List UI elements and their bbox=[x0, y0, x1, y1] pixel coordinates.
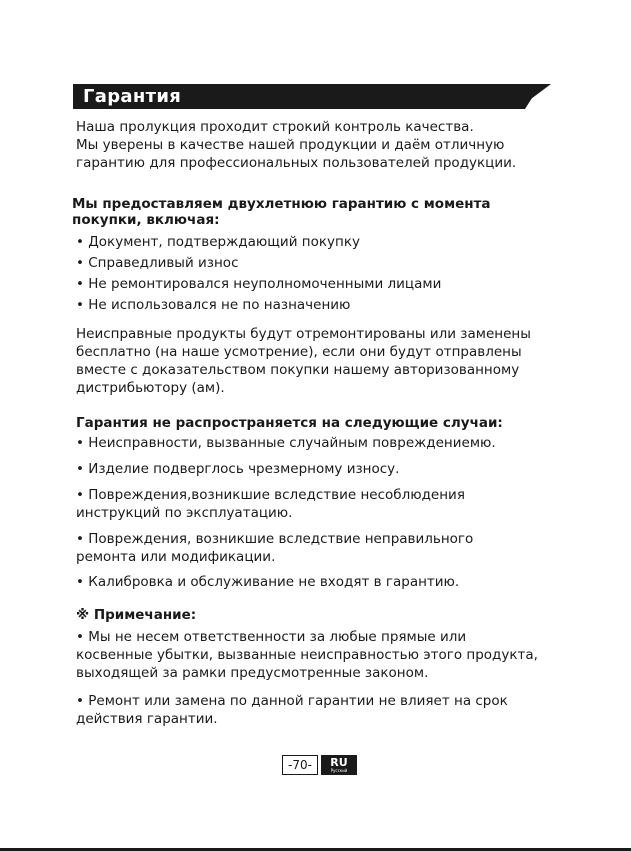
note-p1-line-2: косвенные убытки, вызванные неисправностью этого продукта, bbox=[76, 647, 538, 663]
note-p2-line-2: действия гарантии. bbox=[76, 711, 218, 727]
exclusion-item-4b: ремонта или модификации. bbox=[76, 549, 276, 565]
intro-line-2: Мы уверены в качестве нашей продукции и даём отличную bbox=[76, 137, 505, 153]
exclusion-item-2: • Изделие подверглось чрезмерному износу. bbox=[76, 461, 400, 477]
language-name: Русский bbox=[330, 768, 348, 773]
page-footer bbox=[282, 755, 357, 775]
exclusion-item-1: • Неисправности, вызванные случайным повреждениемю. bbox=[76, 435, 496, 451]
exclusion-item-3b: инструкций по эксплуатацию. bbox=[76, 505, 293, 521]
intro-line-3: гарантию для профессиональных пользователей продукции. bbox=[76, 155, 517, 171]
exclusion-item-3a: • Повреждения,возникшие вследствие несоблюдения bbox=[76, 487, 465, 503]
note-p1-line-1: • Мы не несем ответственности за любые прямые или bbox=[76, 629, 467, 645]
page-title: Гарантия bbox=[83, 86, 182, 107]
note-p2-line-1: • Ремонт или замена по данной гарантии не влияет на срок bbox=[76, 693, 508, 709]
coverage-item: • Документ, подтверждающий покупку bbox=[76, 234, 360, 250]
repair-line-1: Неисправные продукты будут отремонтированы или заменены bbox=[76, 326, 531, 342]
intro-line-1: Наша пролукция проходит строкий контроль качества. bbox=[76, 119, 474, 135]
page-number: -70- bbox=[282, 755, 318, 775]
coverage-item: • Не использовался не по назначению bbox=[76, 297, 351, 313]
note-p1-line-3: выходящей за рамки предусмотренные законом. bbox=[76, 665, 429, 681]
coverage-item: • Не ремонтировался неуполномоченными лицами bbox=[76, 276, 442, 292]
repair-line-3: вместе с доказательством покупки нашему авторизованному bbox=[76, 362, 520, 378]
header-stripes bbox=[473, 84, 553, 109]
repair-line-2: бесплатно (на наше усмотрение), если они будут отправлены bbox=[76, 344, 522, 360]
coverage-item: • Справедливый износ bbox=[76, 255, 239, 271]
repair-line-4: дистрибьютору (ам). bbox=[76, 380, 225, 396]
exclusions-heading: Гарантия не распространяется на следующие случаи: bbox=[76, 415, 503, 431]
coverage-heading-1: Мы предоставляем двухлетнюю гарантию с момента bbox=[72, 196, 491, 212]
exclusion-item-4a: • Повреждения, возникшие вследствие неправильного bbox=[76, 531, 474, 547]
coverage-heading-2: покупки, включая: bbox=[72, 212, 220, 228]
note-heading: ※ Примечание: bbox=[76, 607, 197, 623]
language-code: RU bbox=[330, 756, 348, 769]
language-badge bbox=[321, 755, 357, 775]
exclusion-item-5: • Калибровка и обслуживание не входят в гарантию. bbox=[76, 574, 460, 590]
